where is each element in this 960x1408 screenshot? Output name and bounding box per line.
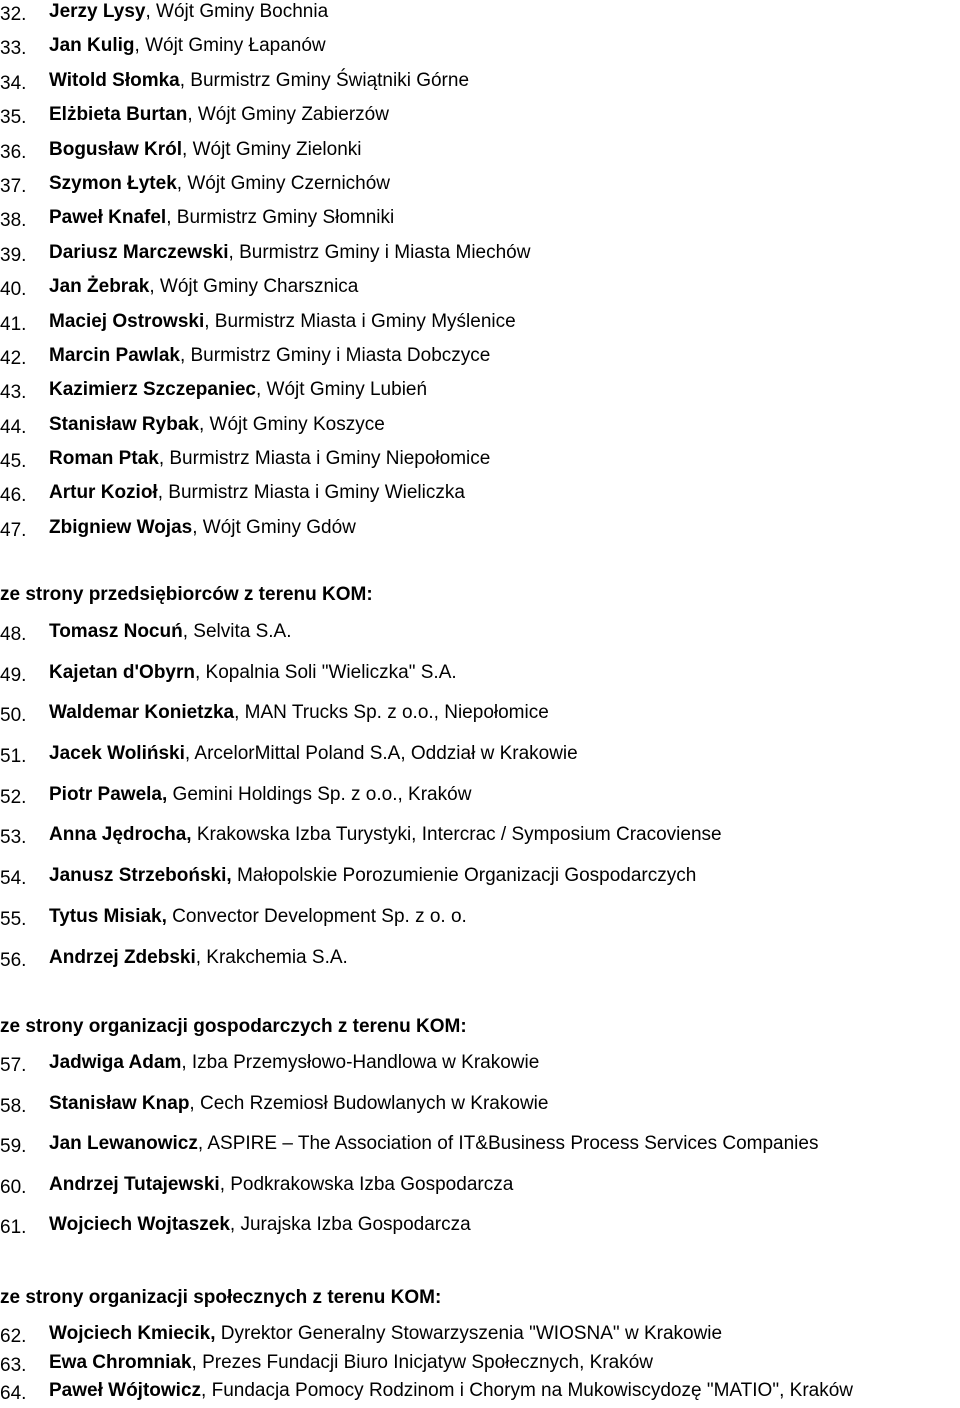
person-name: Kazimierz Szczepaniec bbox=[49, 379, 256, 401]
item-number: 44. bbox=[0, 416, 27, 438]
item-text bbox=[49, 701, 549, 725]
item-text bbox=[49, 516, 356, 540]
item-number: 47. bbox=[0, 519, 27, 541]
person-affiliation: , Burmistrz Miasta i Gminy Myślenice bbox=[204, 310, 516, 332]
section-heading-entrepreneurs: ze strony przedsiębiorców z terenu KOM: bbox=[0, 584, 373, 605]
person-affiliation: , Selvita S.A. bbox=[182, 621, 292, 642]
item-text bbox=[49, 1213, 471, 1237]
item-number: 35. bbox=[0, 107, 27, 129]
item-number: 55. bbox=[0, 908, 27, 930]
item-number: 63. bbox=[0, 1354, 27, 1376]
person-name: Ewa Chromniak bbox=[49, 1351, 192, 1373]
person-affiliation: , Wójt Gminy Koszyce bbox=[198, 413, 385, 435]
person-name: Jan Żebrak bbox=[49, 276, 150, 298]
item-number: 48. bbox=[0, 624, 27, 645]
person-affiliation: , Prezes Fundacji Biuro Inicjatyw Społecznych, Kraków bbox=[191, 1351, 654, 1373]
item-number: 57. bbox=[0, 1055, 27, 1076]
person-name: Anna Jędrocha, bbox=[49, 824, 192, 846]
person-affiliation: , Burmistrz Gminy i Miasta Miechów bbox=[228, 241, 531, 263]
person-name: Andrzej Tutajewski bbox=[49, 1173, 220, 1195]
person-name: Andrzej Zdebski bbox=[49, 946, 196, 968]
item-text bbox=[49, 103, 389, 127]
item-number: 34. bbox=[0, 72, 27, 94]
item-number: 59. bbox=[0, 1136, 27, 1157]
list-item bbox=[0, 206, 960, 240]
item-number: 43. bbox=[0, 382, 27, 404]
person-affiliation: Gemini Holdings Sp. z o.o., Kraków bbox=[167, 783, 472, 805]
person-name: Kajetan d'Obyrn bbox=[49, 661, 195, 683]
person-affiliation: , Burmistrz Gminy i Miasta Dobczyce bbox=[179, 344, 491, 366]
list-item bbox=[0, 864, 960, 905]
list-item bbox=[0, 344, 960, 378]
list-item bbox=[0, 516, 960, 550]
person-name: Paweł Wójtowicz bbox=[49, 1380, 202, 1402]
person-name: Szymon Łytek bbox=[49, 172, 177, 194]
person-affiliation: , Krakchemia S.A. bbox=[195, 946, 348, 968]
person-affiliation: , Jurajska Izba Gospodarcza bbox=[229, 1214, 471, 1235]
person-name: Artur Kozioł bbox=[49, 482, 158, 504]
item-text bbox=[49, 1132, 818, 1156]
item-number: 64. bbox=[0, 1383, 27, 1405]
list-item bbox=[0, 1092, 960, 1133]
item-text bbox=[49, 620, 292, 644]
person-affiliation: , Kopalnia Soli "Wieliczka" S.A. bbox=[195, 661, 457, 683]
person-name: Jan Kulig bbox=[49, 35, 135, 57]
person-affiliation: , Wójt Gminy Łapanów bbox=[134, 35, 326, 57]
person-name: Jan Lewanowicz bbox=[49, 1133, 198, 1154]
person-affiliation: Dyrektor Generalny Stowarzyszenia "WIOSNA" w Krakowie bbox=[215, 1323, 723, 1344]
person-affiliation: , Wójt Gminy Bochnia bbox=[145, 1, 329, 22]
item-text bbox=[49, 172, 390, 196]
item-text bbox=[49, 275, 358, 299]
item-text bbox=[49, 241, 530, 265]
person-affiliation: , Burmistrz Gminy Słomniki bbox=[166, 207, 395, 229]
item-number: 58. bbox=[0, 1095, 27, 1117]
list-item bbox=[0, 1379, 960, 1408]
item-text bbox=[49, 1322, 722, 1346]
person-name: Bogusław Król bbox=[49, 138, 183, 160]
list-item bbox=[0, 34, 960, 68]
person-affiliation: , Wójt Gminy Czernichów bbox=[176, 172, 391, 194]
person-affiliation: , Wójt Gminy Gdów bbox=[192, 516, 356, 538]
item-number: 46. bbox=[0, 485, 27, 507]
list-item bbox=[0, 69, 960, 103]
person-affiliation: , Cech Rzemiosł Budowlanych w Krakowie bbox=[189, 1092, 549, 1114]
list-item bbox=[0, 413, 960, 447]
item-number: 50. bbox=[0, 705, 27, 727]
member-list-social-organizations bbox=[0, 1322, 960, 1408]
item-text bbox=[49, 823, 722, 847]
person-affiliation: Convector Development Sp. z o. o. bbox=[166, 905, 467, 927]
item-number: 49. bbox=[0, 664, 27, 686]
item-number: 45. bbox=[0, 451, 27, 473]
item-number: 61. bbox=[0, 1217, 27, 1238]
item-text bbox=[49, 206, 394, 230]
person-affiliation: , Podkrakowska Izba Gospodarcza bbox=[219, 1173, 514, 1195]
item-number: 56. bbox=[0, 949, 27, 971]
item-text bbox=[49, 447, 490, 471]
item-text bbox=[49, 1092, 548, 1116]
list-item bbox=[0, 1351, 960, 1380]
member-list-entrepreneurs bbox=[0, 620, 960, 986]
person-name: Tytus Misiak, bbox=[49, 905, 167, 927]
list-item bbox=[0, 1322, 960, 1351]
list-item bbox=[0, 1132, 960, 1173]
list-item bbox=[0, 378, 960, 412]
item-text bbox=[49, 1351, 653, 1375]
item-number: 33. bbox=[0, 38, 27, 60]
item-number: 37. bbox=[0, 175, 27, 197]
item-text bbox=[49, 138, 362, 162]
section-heading-business-organizations: ze strony organizacji gospodarczych z terenu KOM: bbox=[0, 1016, 467, 1037]
person-name: Witold Słomka bbox=[49, 69, 180, 91]
list-item bbox=[0, 138, 960, 172]
person-name: Dariusz Marczewski bbox=[49, 241, 229, 263]
item-number: 39. bbox=[0, 244, 27, 266]
list-item bbox=[0, 742, 960, 783]
person-affiliation: , ASPIRE – The Association of IT&Business Process Services Companies bbox=[197, 1133, 819, 1154]
list-item bbox=[0, 275, 960, 309]
person-affiliation: , MAN Trucks Sp. z o.o., Niepołomice bbox=[234, 702, 549, 724]
person-affiliation: Małopolskie Porozumienie Organizacji Gospodarczych bbox=[231, 865, 697, 887]
person-name: Maciej Ostrowski bbox=[49, 310, 205, 332]
item-text bbox=[49, 378, 427, 402]
list-item bbox=[0, 1173, 960, 1214]
list-item bbox=[0, 905, 960, 946]
item-number: 38. bbox=[0, 210, 27, 232]
person-name: Wojciech Wojtaszek bbox=[49, 1214, 230, 1235]
person-affiliation: , Wójt Gminy Zabierzów bbox=[187, 104, 389, 126]
item-number: 42. bbox=[0, 347, 27, 369]
list-item bbox=[0, 1213, 960, 1254]
list-item bbox=[0, 0, 960, 34]
person-name: Jacek Woliński bbox=[49, 743, 185, 765]
item-text bbox=[49, 481, 465, 505]
section-heading-social-organizations: ze strony organizacji społecznych z terenu KOM: bbox=[0, 1287, 442, 1308]
item-text bbox=[49, 0, 328, 24]
item-text bbox=[49, 413, 385, 437]
item-text bbox=[49, 783, 471, 807]
list-item bbox=[0, 783, 960, 824]
list-item bbox=[0, 823, 960, 864]
item-number: 32. bbox=[0, 4, 27, 25]
item-number: 54. bbox=[0, 868, 27, 890]
list-item bbox=[0, 661, 960, 702]
item-text bbox=[49, 864, 696, 888]
person-name: Wojciech Kmiecik, bbox=[49, 1323, 216, 1344]
item-text bbox=[49, 1173, 513, 1197]
person-name: Waldemar Konietzka bbox=[49, 702, 235, 724]
list-item bbox=[0, 447, 960, 481]
list-item bbox=[0, 481, 960, 515]
item-text bbox=[49, 344, 490, 368]
person-name: Roman Ptak bbox=[49, 448, 159, 470]
member-list-business-organizations bbox=[0, 1051, 960, 1254]
item-text bbox=[49, 34, 326, 58]
item-number: 51. bbox=[0, 746, 27, 768]
list-item bbox=[0, 946, 960, 987]
list-item bbox=[0, 172, 960, 206]
person-name: Marcin Pawlak bbox=[49, 344, 180, 366]
item-number: 62. bbox=[0, 1326, 27, 1347]
list-item bbox=[0, 310, 960, 344]
person-affiliation: , Burmistrz Miasta i Gminy Wieliczka bbox=[157, 482, 465, 504]
list-item bbox=[0, 701, 960, 742]
person-name: Elżbieta Burtan bbox=[49, 104, 188, 126]
person-name: Jerzy Lysy bbox=[49, 1, 146, 22]
person-name: Stanisław Knap bbox=[49, 1092, 190, 1114]
person-name: Jadwiga Adam bbox=[49, 1052, 182, 1073]
person-name: Zbigniew Wojas bbox=[49, 516, 193, 538]
person-affiliation: Krakowska Izba Turystyki, Intercrac / Symposium Cracoviense bbox=[191, 824, 722, 846]
item-text bbox=[49, 742, 578, 766]
item-number: 52. bbox=[0, 786, 27, 808]
item-number: 36. bbox=[0, 141, 27, 163]
person-affiliation: , Burmistrz Miasta i Gminy Niepołomice bbox=[158, 448, 491, 470]
person-name: Stanisław Rybak bbox=[49, 413, 199, 435]
list-item bbox=[0, 620, 960, 661]
person-name: Paweł Knafel bbox=[49, 207, 167, 229]
person-affiliation: , Wójt Gminy Charsznica bbox=[149, 276, 359, 298]
person-name: Janusz Strzeboński, bbox=[49, 865, 232, 887]
person-name: Tomasz Nocuń bbox=[49, 621, 183, 642]
member-list-municipalities bbox=[0, 0, 960, 550]
person-affiliation: , Burmistrz Gminy Świątniki Górne bbox=[179, 69, 470, 91]
item-number: 60. bbox=[0, 1176, 27, 1198]
item-text bbox=[49, 69, 469, 93]
item-number: 41. bbox=[0, 313, 27, 335]
person-affiliation: , Fundacja Pomocy Rodzinom i Chorym na Mukowiscydozę "MATIO", Kraków bbox=[201, 1380, 853, 1402]
item-text bbox=[49, 1051, 539, 1075]
person-affiliation: , Wójt Gminy Zielonki bbox=[182, 138, 362, 160]
item-text bbox=[49, 1379, 853, 1403]
person-affiliation: , Wójt Gminy Lubień bbox=[255, 379, 428, 401]
person-affiliation: , ArcelorMittal Poland S.A, Oddział w Krakowie bbox=[184, 743, 578, 765]
item-number: 53. bbox=[0, 827, 27, 849]
item-text bbox=[49, 905, 467, 929]
list-item bbox=[0, 1051, 960, 1092]
item-text bbox=[49, 661, 457, 685]
item-text bbox=[49, 946, 348, 970]
person-affiliation: , Izba Przemysłowo-Handlowa w Krakowie bbox=[181, 1052, 540, 1073]
list-item bbox=[0, 241, 960, 275]
list-item bbox=[0, 103, 960, 137]
item-number: 40. bbox=[0, 279, 27, 301]
item-text bbox=[49, 310, 516, 334]
person-name: Piotr Pawela, bbox=[49, 783, 168, 805]
